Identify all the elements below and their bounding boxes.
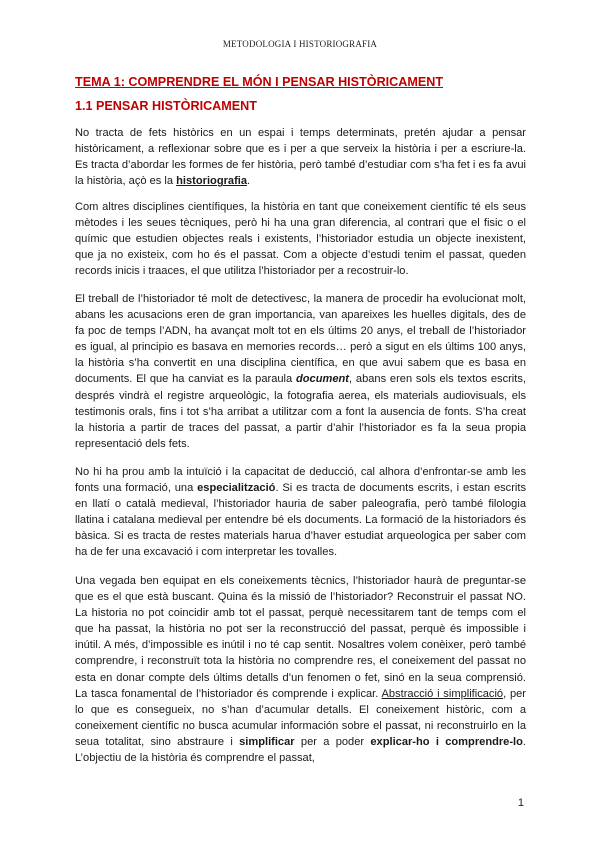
keyword-historiografia: historiografia (176, 175, 248, 188)
paragraph-text: , abans eren sols els textos escrits, després vindrà el registre arqueològic, la fotografia aerea, els materials audiovisuals, els testimonis orals, fins i tot s’ha arribat a utilitzar com a font la ausencia de fonts. S’ha creat la historia a partir de traces del passat, a partir d’ahir l’historiador es fa la seua propia representació dels fets. (75, 373, 526, 450)
keyword-document: document (296, 373, 350, 386)
paragraph-4 (75, 464, 526, 561)
paragraph-5 (75, 573, 526, 766)
paragraph-text: Com altres disciplines científiques, la història en tant que coneixement científic té els seus mètodes i les seues tècniques, però hi ha una gran diferencia, al contrari que el fisic o el químic que estudien objectes reals i existents, l’historiador estudia un objecte inexistent, que ja no existeix, com ho és el passat. Com a objecte d’estudi tenim el passat, queden records inicis i traaces, el que utilitza l’historiador per a recostruir-lo. (75, 201, 526, 278)
keyword-especialitzacio: especialització (197, 482, 276, 495)
keyword-abstraccio: Abstracció i simplificació (381, 687, 504, 700)
paragraph-1 (75, 125, 526, 189)
keyword-simplificar: simplificar (239, 735, 295, 748)
chapter-heading: TEMA 1: COMPRENDRE EL MÓN I PENSAR HISTÒRICAMENT (75, 75, 444, 89)
paragraph-text: Una vegada ben equipat en els coneixements tècnics, l’historiador haurà de preguntar-se que es el que està buscant. Quina és la missió de l’historiador? Reconstruir el passat NO. La historia no pot coincidir amb tot el passat, perquè necessitarem tant de temps com el que ha passat, la història no pot ser la reconstrucció del passat, perquè és impossible i inútil. A més, d’impossible es inútil i no té cap sentit. Nosaltres volem conèixer, però també comprendre, i reconstruït tota la història no comprendre res, el coneixement del passat no esta en donar compte dels últims detalls d’un fenomen o fet, sinó en la seua comprensió. La tasca fonamental de l’historiador és comprende i explicar. (75, 575, 526, 700)
paragraph-text: No tracta de fets històrics en un espai i temps determinats, pretén ajudar a pensar històricament, a reflexionar sobre que es i per a que serveix la història i per a escriure-la. Es tracta d’abordar les formes de fer història, però també d’estudiar com s’ha fet i es fa avui la història, açò es la (75, 127, 526, 188)
keyword-explicar: explicar-ho i comprendre-lo (370, 735, 523, 748)
section-heading: 1.1 PENSAR HISTÒRICAMENT (75, 99, 257, 113)
paragraph-text: . L’objectiu de la història és comprendre el passat, (75, 735, 527, 765)
paragraph-text: . (247, 175, 251, 188)
paragraph-3 (75, 291, 526, 452)
page-number: 1 (517, 797, 524, 809)
paragraph-text: No hi ha prou amb la intuïció i la capacitat de deducció, cal alhora d’enfrontar-se amb les fonts una formació, una (75, 466, 526, 495)
paragraph-text: El treball de l’historiador té molt de detectivesc, la manera de procedir ha evolucionat molt, abans les acusacions eren de gran importancia, van apareixes les huelles digitals, des de fa poc de temps l’ADN, ha avançat molt tot en els últims 20 anys, el treball de l’historiador es igual, al principio es basava en memories records… però a sigut en els últims 100 anys, la història s’ha convertit en una disciplina científica, en que avui sabem que es basa en documents. El que ha canviat es la paraula (75, 293, 526, 386)
paragraph-text: per a poder (294, 735, 371, 748)
paragraph-text: , per lo que es consegueix, no s’han d’acumular detalls. El coneixement històric, com a coneixement científic no busca acumular información sobre el passat, ni reconstruirlo en la seua totalitat, sino abstraure i (75, 687, 526, 748)
paragraph-text: . Si es tracta de documents escrits, i estan escrits en llatí o català medieval, l’historiador hauria de saber paleografia, però també filologia llatina i catalana medieval per entendre bé els documents. La formació de la historiadors és bàsica. Si es tracta de restes materials harua d’haver estudiat arqueologica per saber com ha de fer una excavació i com interpretar les tovalles. (75, 482, 526, 559)
running-header: METODOLOGIA I HISTORIOGRAFIA (222, 39, 378, 49)
paragraph-2 (75, 199, 526, 279)
